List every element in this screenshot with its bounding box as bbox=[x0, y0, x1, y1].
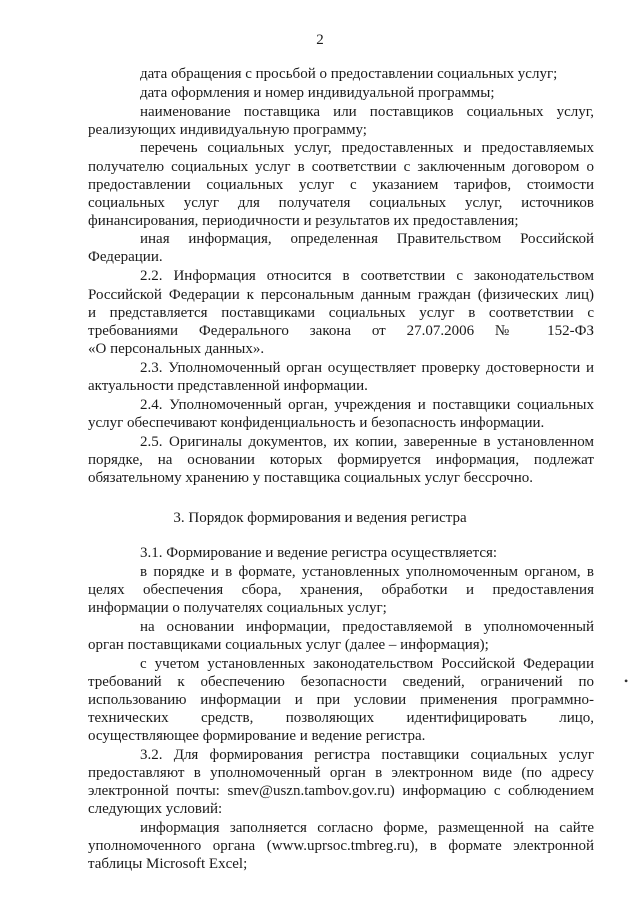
text-line: орган поставщиками социальных услуг (далее – информация); bbox=[88, 637, 489, 653]
text-line: порядке, на основании которых формируется информация, подлежат bbox=[88, 452, 594, 468]
text-line: услуг обеспечивают конфиденциальность и безопасность информации. bbox=[88, 415, 545, 431]
text-line: информации о получателях социальных услуг; bbox=[88, 600, 387, 616]
text-line: 2.2. Информация относится в соответствии с законодательством bbox=[140, 268, 594, 284]
text-line: требований к обеспечению безопасности сведений, ограничений по bbox=[88, 674, 594, 690]
text-line: 3.2. Для формирования регистра поставщики социальных услуг bbox=[140, 747, 594, 763]
text-line: информация заполняется согласно форме, размещенной на сайте bbox=[140, 820, 594, 836]
text-line: предоставлении социальных услуг с указанием тарифов, стоимости bbox=[88, 177, 594, 193]
text-line: «О персональных данных». bbox=[88, 341, 265, 357]
text-line: перечень социальных услуг, предоставленных и предоставляемых bbox=[140, 140, 594, 156]
text-line: электронной почты: smev@uszn.tambov.gov.ru) информацию с соблюдением bbox=[88, 783, 594, 799]
page-number: 2 bbox=[316, 32, 324, 48]
text-line: осуществляющее формирование и ведение регистра. bbox=[88, 728, 426, 744]
text-line: социальных услуг для получателя социальных услуг, источников bbox=[88, 195, 594, 211]
text-line: технических средств, позволяющих идентифицировать лицо, bbox=[88, 710, 594, 726]
text-line: использованию информации и при условии применения программно- bbox=[88, 692, 594, 708]
text-line: целях обеспечения сбора, хранения, обработки и предоставления bbox=[88, 582, 594, 598]
text-line: получателю социальных услуг в соответствии с заключенным договором о bbox=[88, 159, 594, 175]
text-line: обязательному хранению у поставщика социальных услуг бессрочно. bbox=[88, 470, 534, 486]
text-line: Российской Федерации к персональным данным граждан (физических лиц) bbox=[88, 287, 594, 303]
text-line: дата обращения с просьбой о предоставлении социальных услуг; bbox=[140, 66, 558, 82]
section-heading: 3. Порядок формирования и ведения регистра bbox=[173, 510, 467, 526]
text-line: 3.1. Формирование и ведение регистра осуществляется: bbox=[140, 545, 498, 561]
text-line: на основании информации, предоставляемой в уполномоченный bbox=[140, 619, 594, 635]
text-line: таблицы Microsoft Excel; bbox=[88, 856, 248, 872]
text-line: и представляется поставщиками социальных услуг в соответствии с bbox=[88, 305, 594, 321]
text-line: в порядке и в формате, установленных уполномоченным органом, в bbox=[140, 564, 594, 580]
text-line: с учетом установленных законодательством Российской Федерации bbox=[140, 656, 594, 672]
text-line: 2.3. Уполномоченный орган осуществляет проверку достоверности и bbox=[140, 360, 594, 376]
text-line: актуальности представленной информации. bbox=[88, 378, 368, 394]
text-line: финансирования, периодичности и результатов их предоставления; bbox=[88, 213, 519, 229]
text-line: 2.5. Оригиналы документов, их копии, заверенные в установленном bbox=[140, 434, 594, 450]
text-line: реализующих индивидуальную программу; bbox=[88, 122, 367, 138]
text-line: иная информация, определенная Правительством Российской bbox=[140, 231, 594, 247]
text-line: Федерации. bbox=[88, 249, 163, 265]
text-line: дата оформления и номер индивидуальной программы; bbox=[140, 85, 495, 101]
text-line: уполномоченного органа (www.uprsoc.tmbreg.ru), в формате электронной bbox=[88, 838, 594, 854]
text-line: 2.4. Уполномоченный орган, учреждения и поставщики социальных bbox=[140, 397, 594, 413]
text-line: предоставляют в уполномоченный орган в электронном виде (по адресу bbox=[88, 765, 594, 781]
text-line: требованиями Федерального закона от 27.07.2006 № 152-ФЗ bbox=[88, 323, 594, 339]
text-line: наименование поставщика или поставщиков социальных услуг, bbox=[140, 104, 594, 120]
scan-margin-mark: • bbox=[624, 674, 629, 688]
text-line: следующих условий: bbox=[88, 801, 223, 817]
